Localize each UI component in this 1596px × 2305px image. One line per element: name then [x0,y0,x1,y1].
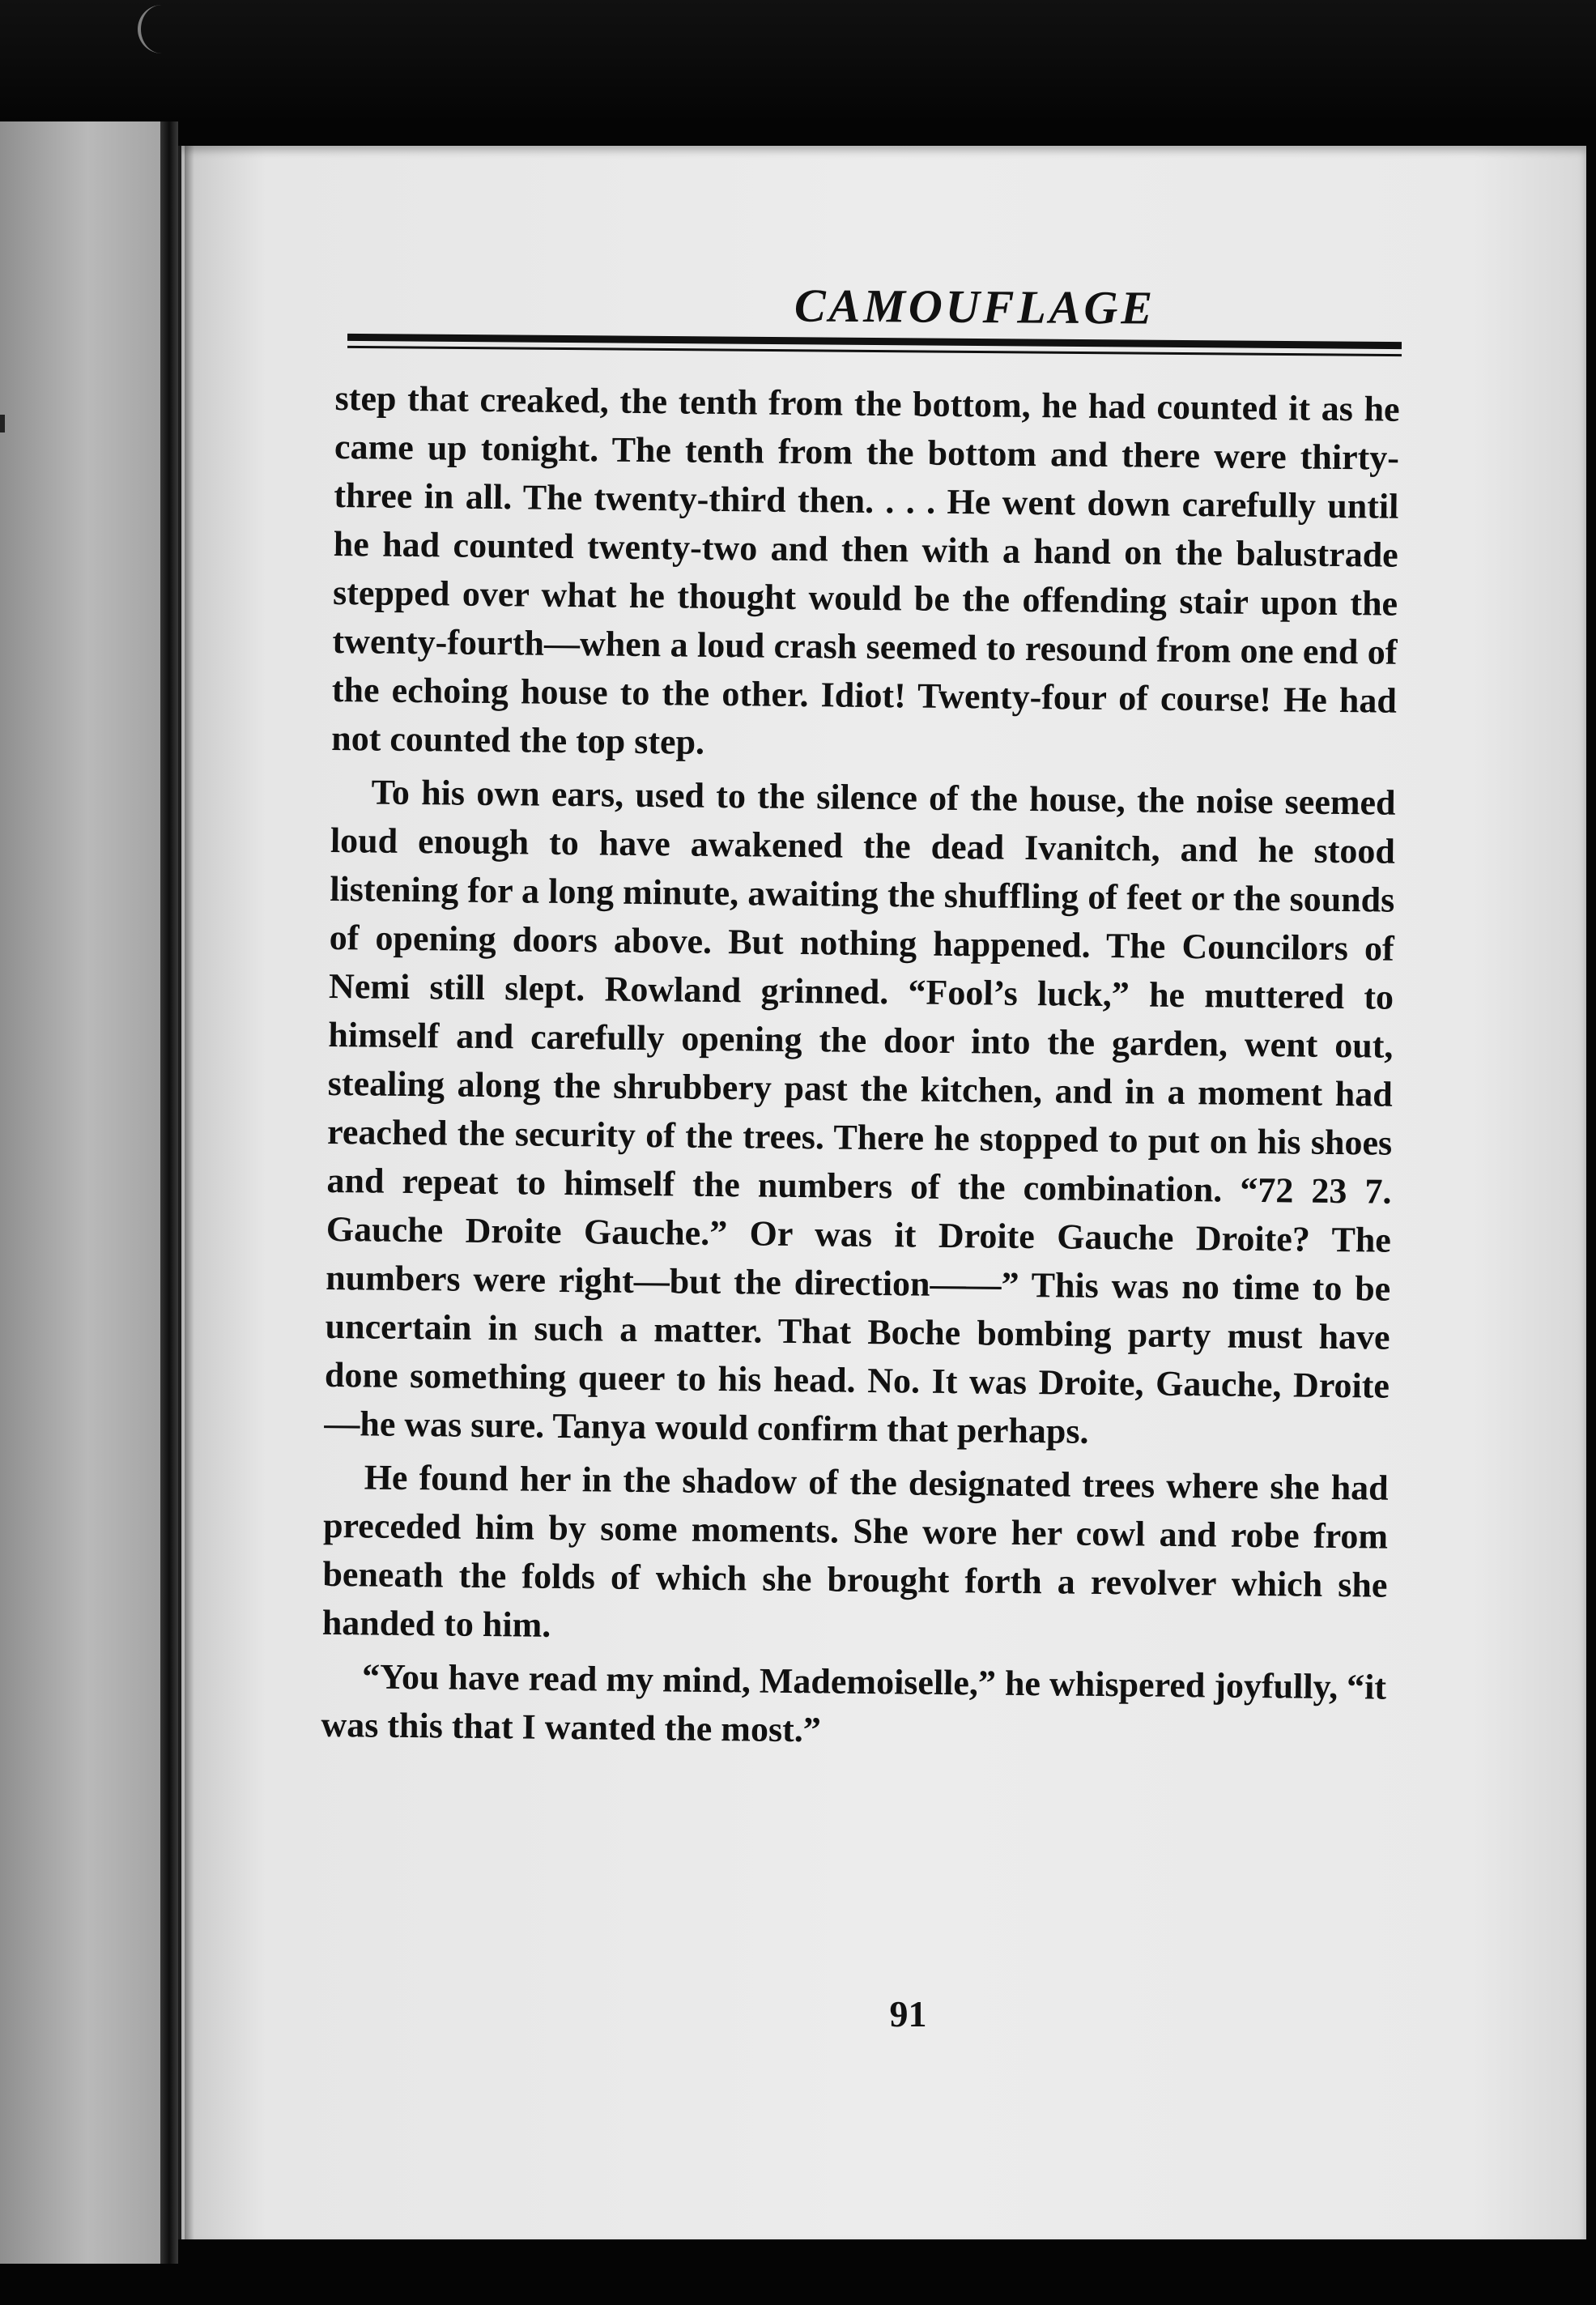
scan-top-margin [0,0,1596,121]
previous-page-mark [0,415,5,432]
paragraph-3: He found her in the shadow of the designated trees where she had preceded him by some moments. She wore her cowl and robe from beneath the folds of which she brought forth a revolver which she handed to him. [321,1457,1389,1645]
book-gutter [160,121,178,2264]
body-text [321,374,1400,1761]
page-number: 91 [889,1993,927,2034]
paragraph-4: “You have read my mind, Mademoiselle,” he whispered joyfully, “it was this that I wanted the most.” [321,1656,1387,1750]
running-head: CAMOUFLAGE [794,279,1156,334]
page-fold-shadow [185,146,194,2239]
book-page [178,146,1586,2239]
film-edge-mark [138,5,165,53]
paragraph-2: To his own ears, used to the silence of the house, the noise seemed loud enough to have awakened the dead Ivanitch, and he stood listening for a long minute, awaiting the shuffling of feet or the sounds of opening doors above. But nothing happened. The Councilors of Nemi still slept. Rowland grinned. “Fool’s luck,” he muttered to himself and carefully opening the door into the garden, went out, stealing along the shrubbery past the kitchen, and in a moment had reached the security of the trees. There he stopped to put on his shoes and repeat to himself the numbers of the combination. “72 23 7. Gauche Droite Gauche.” Or was it Droite Gauche Droite? The numbers were right—but the direction——” This was no time to be uncertain in such a matter. That Boche bombing party must have done something queer to his head. No. It was Droite, Gauche, Droite—he was sure. Tanya would confirm that perhaps. [324,772,1396,1451]
scan-bottom-margin [0,2264,1596,2305]
previous-page-edge [0,121,160,2264]
paragraph-1: step that creaked, the tenth from the bottom, he had counted it as he came up tonight. The tenth from the bottom and there were thirty-three in all. The twenty-third then. . . . He went down carefully until he had counted twenty-two and then with a hand on the balustrade stepped over what he thought would be the offending stair upon the twenty-fourth—when a loud crash seemed to resound from one end of the echoing house to the other. Idiot! Twenty-four of course! He had not counted the top step. [331,377,1400,762]
